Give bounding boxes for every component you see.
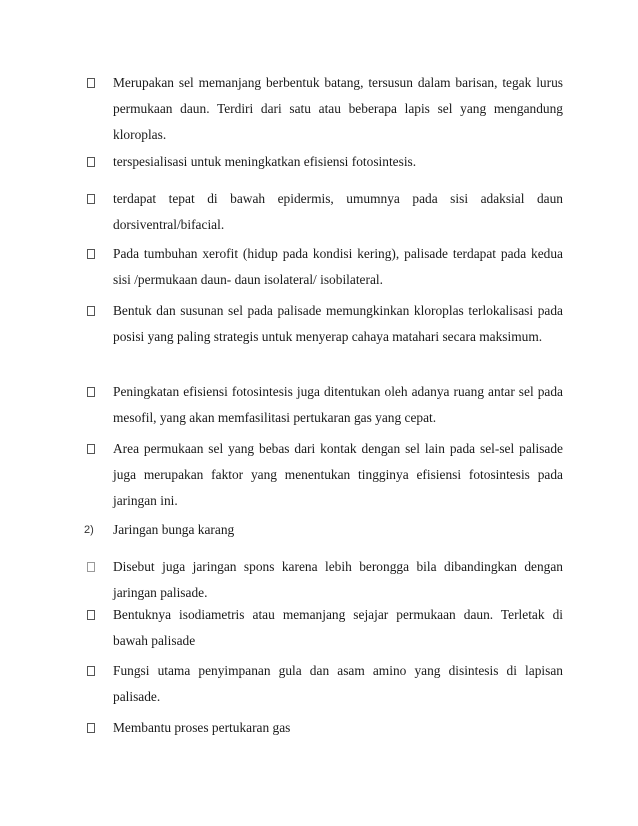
bullet-box-icon [87, 666, 95, 676]
bullet-box-icon [87, 723, 95, 733]
list-item-text: Area permukaan sel yang bebas dari kontak dengan sel lain pada sel-sel palisade juga merupakan faktor yang menentukan tingginya efisiensi fotosintesis pada jaringan ini. [113, 441, 563, 508]
bullet-box-icon [87, 194, 95, 204]
list-item-text: Membantu proses pertukaran gas [113, 720, 291, 735]
list-item-text: terspesialisasi untuk meningkatkan efisiensi fotosintesis. [113, 154, 417, 169]
bullet-box-icon [87, 157, 95, 167]
list-item-text: Bentuk dan susunan sel pada palisade memungkinkan kloroplas terlokalisasi pada posisi yang paling strategis untuk menyerap cahaya matahari secara maksimum. [113, 303, 563, 344]
bullet-box-icon [87, 306, 95, 316]
list-item-text: Fungsi utama penyimpanan gula dan asam amino yang disintesis di lapisan palisade. [113, 663, 563, 704]
list-item-text: Peningkatan efisiensi fotosintesis juga ditentukan oleh adanya ruang antar sel pada mesofil, yang akan memfasilitasi pertukaran gas yang cepat. [113, 384, 563, 425]
list-item-text: terdapat tepat di bawah epidermis, umumnya pada sisi adaksial daun dorsiventral/bifacial. [113, 191, 563, 232]
bullet-box-icon [87, 249, 95, 259]
bullet-box-icon [87, 444, 95, 454]
bullet-box-icon [87, 78, 95, 88]
bullet-box-icon [87, 610, 95, 620]
section-heading-text: Jaringan bunga karang [113, 522, 235, 537]
bullet-box-icon [87, 387, 95, 397]
bullet-box-icon [87, 562, 95, 572]
list-item-text: Bentuknya isodiametris atau memanjang sejajar permukaan daun. Terletak di bawah palisade [113, 607, 563, 648]
list-item-text: Pada tumbuhan xerofit (hidup pada kondisi kering), palisade terdapat pada kedua sisi /permukaan daun- daun isolateral/ isobilateral. [113, 246, 563, 287]
section-number: 2) [84, 524, 94, 536]
list-item-text: Merupakan sel memanjang berbentuk batang, tersusun dalam barisan, tegak lurus permukaan daun. Terdiri dari satu atau beberapa lapis sel yang mengandung kloroplas. [113, 75, 563, 142]
list-item-text: Disebut juga jaringan spons karena lebih berongga bila dibandingkan dengan jaringan palisade. [113, 559, 563, 600]
